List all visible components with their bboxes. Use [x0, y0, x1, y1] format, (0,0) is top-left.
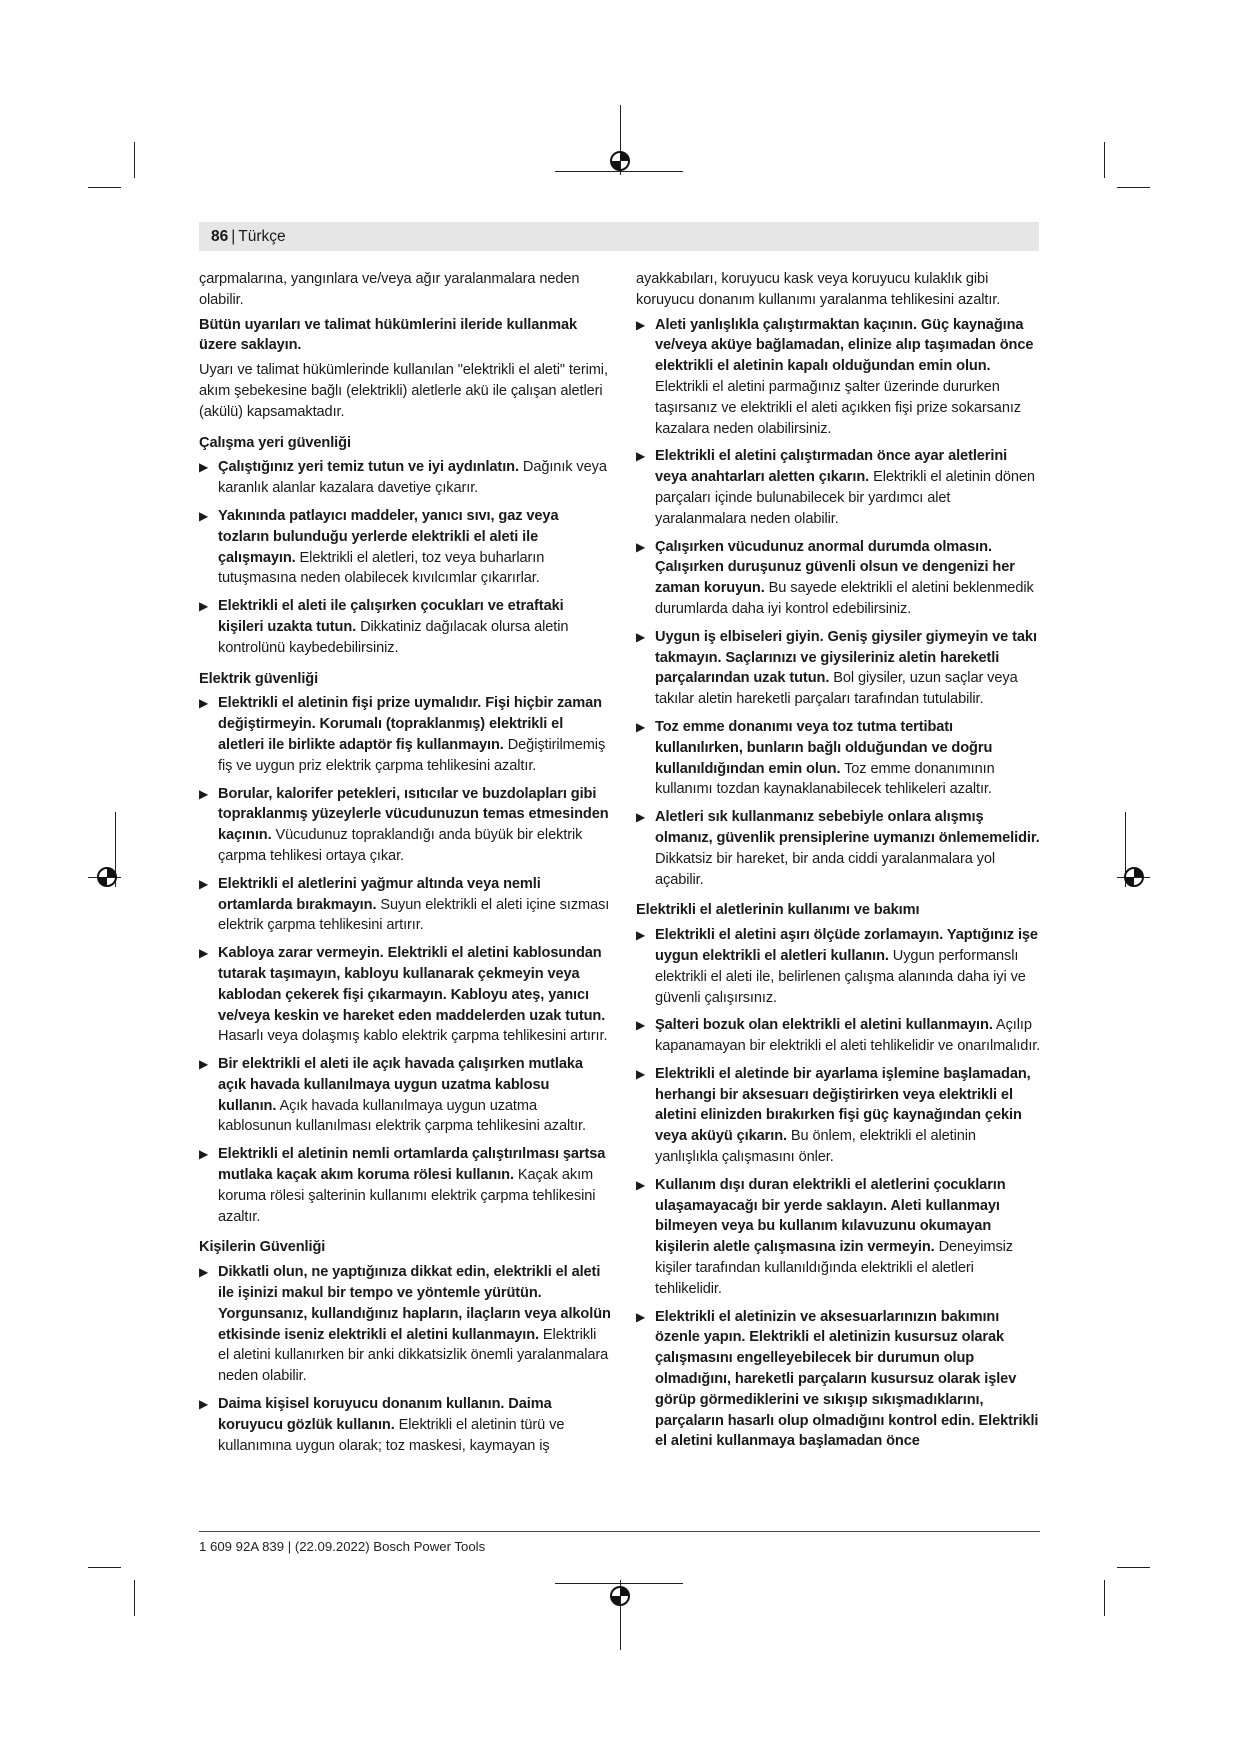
- bullet-arrow-icon: ▶: [199, 508, 209, 523]
- list-item-text: Deneyimsiz kişiler tarafından kullanıldığında elektrikli el aletleri tehlikelidir.: [655, 1239, 1013, 1297]
- bullet-arrow-icon: ▶: [636, 1309, 646, 1324]
- bullet-arrow-icon: ▶: [636, 928, 646, 943]
- list-item: [636, 315, 1042, 440]
- list-item: [636, 717, 1042, 800]
- paragraph: çarpmalarına, yangınlara ve/veya ağır yaralanmalara neden olabilir.: [199, 271, 580, 308]
- list-item-text: Açık havada kullanılmaya uygun uzatma kablosunun kullanılması elektrik çarpma tehlikesini azaltır.: [218, 1097, 586, 1135]
- list-item: [636, 925, 1042, 1008]
- page-footer: 1 609 92A 839 | (22.09.2022) Bosch Power Tools: [199, 1539, 486, 1554]
- bullet-arrow-icon: ▶: [636, 1018, 646, 1033]
- list-item-emphasis: Elektrikli el aletinin nemli ortamlarda çalıştırılması şartsa mutlaka kaçak akım koruma rölesi kullanın.: [218, 1146, 606, 1184]
- section-heading: Çalışma yeri güvenliği: [199, 434, 351, 451]
- list-item-emphasis: Elektrikli el aletinizin ve aksesuarlarınızın bakımını özenle yapın. Elektrikli el aletinizin kusursuz olarak çalışmasını engelleyebilecek bir durumun olup olmadığını, hareketli parçaların kusursuz olarak işlev görüp görmediklerini ve sıkışıp sıkışmadıklarını, parçaların hasarlı olup olmadığını kontrol edin. Elektrikli el aletini kullanmaya başlamadan önce: [655, 1308, 1039, 1450]
- bullet-arrow-icon: ▶: [636, 1177, 646, 1192]
- list-item-emphasis: Elektrikli el aletini çalıştırmadan önce ayar aletlerini veya anahtarları aletten çıkarın.: [655, 448, 1008, 486]
- crop-mark: [1104, 142, 1105, 178]
- bullet-arrow-icon: ▶: [199, 1265, 209, 1280]
- list-item-emphasis: Elektrikli el aletlerini yağmur altında veya nemli ortamlarda bırakmayın.: [218, 875, 541, 913]
- section-heading: Kişilerin Güvenliği: [199, 1239, 326, 1256]
- list-item-text: Dağınık veya karanlık alanlar kazalara davetiye çıkarır.: [218, 459, 607, 497]
- list-item-emphasis: Aletleri sık kullanmanız sebebiyle onlara alışmış olmanız, güvenlik prensiplerine uymanızı önlememelidir.: [655, 809, 1040, 846]
- list-item: [199, 693, 611, 776]
- crop-mark: [134, 1580, 135, 1616]
- paragraph: Uyarı ve talimat hükümlerinde kullanılan "elektrikli el aleti" terimi, akım şebekesine bağlı (elektrikli) aletlerle akü ile çalışan aletleri (akülü) kapsamaktadır.: [199, 362, 608, 420]
- bullet-arrow-icon: ▶: [636, 317, 646, 332]
- list-item-text: Elektrikli el aletini parmağınız şalter üzerinde dururken taşırsanız ve elektrikli el aleti açıkken fişi prize sokarsanız kazalara neden olabilirsiniz.: [655, 378, 1021, 437]
- list-item-text: Kaçak akım koruma rölesi şalterinin kullanımı elektrik çarpma tehlikesini azaltır.: [218, 1167, 596, 1225]
- list-item: [636, 807, 1042, 890]
- list-item-text: Toz emme donanımının kullanımı tozdan kaynaklanabilecek tehlikeleri azaltır.: [655, 760, 995, 798]
- crop-mark: [134, 142, 135, 178]
- bullet-arrow-icon: ▶: [199, 946, 209, 961]
- list-item-emphasis: Toz emme donanımı veya toz tutma tertibatı kullanılırken, bunların bağlı olduğundan ve doğru kullanıldığından emin olun.: [655, 718, 993, 777]
- list-item-emphasis: Uygun iş elbiseleri giyin. Geniş giysiler giymeyin ve takı takmayın. Saçlarınızı ve giysileriniz aletin hareketli parçalarından uzak tutun.: [655, 628, 1037, 687]
- bullet-arrow-icon: ▶: [636, 719, 646, 734]
- list-item: [636, 537, 1042, 620]
- list-item-text: Suyun elektrikli el aleti içine sızması elektrik çarpma tehlikesini artırır.: [218, 896, 610, 934]
- list-item-emphasis: Kullanım dışı duran elektrikli el aletlerini çocukların ulaşamayacağı bir yerde saklayın. Aleti kullanmayı bilmeyen veya bu kullanım kılavuzunu okumayan kişilerin aletle çalışmasına izin vermeyin.: [655, 1176, 1006, 1256]
- bullet-arrow-icon: ▶: [199, 599, 209, 614]
- bullet-arrow-icon: ▶: [199, 696, 209, 711]
- list-item: [199, 1144, 611, 1227]
- list-item-emphasis: Kabloya zarar vermeyin. Elektrikli el aletini kablosundan tutarak taşımayın, kabloyu kullanarak çekmeyin veya kablodan çekerek fişi çıkarmayın. Kabloyu ateş, yanıcı ve/veya keskin ve hareket eden maddelerden uzak tutun.: [218, 945, 606, 1024]
- list-item-text: Elektrikli el aletleri, toz veya buharların tutuşmasına neden olabilecek kıvılcımlar çıkarırlar.: [218, 549, 545, 587]
- bullet-arrow-icon: ▶: [199, 1147, 209, 1162]
- registration-target-icon: [1119, 862, 1149, 892]
- list-item-emphasis: Elektrikli el aletini aşırı ölçüde zorlamayın. Yaptığınız işe uygun elektrikli el aletleri kullanın.: [655, 927, 1038, 964]
- list-item-emphasis: Çalışırken vücudunuz anormal durumda olmasın. Çalışırken duruşunuz güvenli olsun ve dengenizi her zaman koruyun.: [655, 538, 1015, 597]
- list-item-text: Vücudunuz topraklandığı anda büyük bir elektrik çarpma tehlikesi ortaya çıkar.: [218, 827, 583, 864]
- bullet-arrow-icon: ▶: [636, 1066, 646, 1081]
- crop-mark: [88, 1567, 121, 1568]
- bullet-arrow-icon: ▶: [199, 1057, 209, 1072]
- bullet-arrow-icon: ▶: [199, 786, 209, 801]
- crop-mark: [1117, 187, 1150, 188]
- list-item: [199, 784, 611, 867]
- list-item: [636, 1064, 1042, 1168]
- bullet-arrow-icon: ▶: [199, 1397, 209, 1412]
- list-item: [636, 446, 1042, 529]
- list-item-emphasis: Şalteri bozuk olan elektrikli el aletini kullanmayın.: [655, 1017, 993, 1034]
- list-item: [199, 943, 611, 1047]
- list-item-emphasis: Aleti yanlışlıkla çalıştırmaktan kaçının. Güç kaynağına ve/veya aküye bağlamadan, elinize alıp taşımadan önce elektrikli el aletinin kapalı olduğundan emin olun.: [655, 316, 1034, 375]
- list-item: [199, 506, 611, 589]
- list-item: [199, 596, 611, 658]
- crop-mark: [88, 187, 121, 188]
- list-item-text: Elektrikli el aletinin dönen parçaları içinde bulunabilecek bir yardımcı alet yaralanmalara neden olabilir.: [655, 469, 1035, 527]
- bullet-arrow-icon: ▶: [636, 449, 646, 464]
- list-item: [199, 457, 611, 499]
- header-separator: |: [231, 228, 236, 245]
- bullet-arrow-icon: ▶: [199, 460, 209, 475]
- list-item-emphasis: Borular, kalorifer petekleri, ısıtıcılar ve buzdolapları gibi topraklanmış yüzeylerle vücudunuzun temas etmesinden kaçının.: [218, 785, 609, 844]
- section-heading: Elektrik güvenliği: [199, 670, 319, 687]
- crop-mark: [1104, 1580, 1105, 1616]
- list-item-emphasis: Yakınında patlayıcı maddeler, yanıcı sıvı, gaz veya tozların bulunduğu yerlerde elektrikli el aleti ile çalışmayın.: [218, 507, 559, 566]
- left-column: [199, 269, 611, 1463]
- bullet-arrow-icon: ▶: [636, 810, 646, 825]
- list-item: [636, 1307, 1042, 1453]
- list-item-text: Bol giysiler, uzun saçlar veya takılar aletin hareketli parçaları tarafından tutulabilir.: [655, 670, 1018, 708]
- list-item-emphasis: Elektrikli el aleti ile çalışırken çocukları ve etraftaki kişileri uzakta tutun.: [218, 598, 564, 635]
- section-heading: Elektrikli el aletlerinin kullanımı ve bakımı: [636, 902, 920, 919]
- list-item-emphasis: Çalıştığınız yeri temiz tutun ve iyi aydınlatın.: [218, 459, 519, 476]
- list-item: [636, 627, 1042, 710]
- paragraph: ayakkabıları, koruyucu kask veya koruyucu kulaklık gibi koruyucu donanım kullanımı yaralanma tehlikesini azaltır.: [636, 271, 1001, 308]
- bold-paragraph: Bütün uyarıları ve talimat hükümlerini ileride kullanmak üzere saklayın.: [199, 316, 578, 354]
- page-header: [199, 222, 1039, 251]
- list-item: [636, 1175, 1042, 1300]
- list-item-emphasis: Daima kişisel koruyucu donanım kullanın. Daima koruyucu gözlük kullanın.: [218, 1396, 552, 1433]
- list-item-text: Elektrikli el aletini kullanırken bir anki dikkatsizlik önemli yaralanmalara neden olabilir.: [218, 1326, 609, 1385]
- list-item-text: Bu önlem, elektrikli el aletinin yanlışlıkla çalışmasını önler.: [655, 1128, 976, 1166]
- list-item: [199, 874, 611, 936]
- bullet-arrow-icon: ▶: [636, 629, 646, 644]
- bullet-arrow-icon: ▶: [199, 876, 209, 891]
- list-item-emphasis: Elektrikli el aletinde bir ayarlama işlemine başlamadan, herhangi bir aksesuarı değiştirirken veya elektrikli el aletini elinizden bırakırken fişi güç kaynağından çekin veya aküyü çıkarın.: [655, 1065, 1031, 1145]
- footer-divider: [199, 1531, 1040, 1532]
- right-column: [636, 269, 1042, 1459]
- registration-target-icon: [92, 862, 122, 892]
- registration-target-icon: [605, 146, 635, 176]
- list-item: [199, 1394, 611, 1456]
- list-item-emphasis: Elektrikli el aletinin fişi prize uymalıdır. Fişi hiçbir zaman değiştirmeyin. Korumalı (topraklanmış) elektrikli el aletleri ile birlikte adaptör fiş kullanmayın.: [218, 695, 602, 753]
- list-item-text: Açılıp kapanamayan bir elektrikli el aleti tehlikelidir ve onarılmalıdır.: [655, 1017, 1041, 1055]
- list-item-text: Değiştirilmemiş fiş ve uygun priz elektrik çarpma tehlikesini azaltır.: [218, 736, 606, 774]
- page-number: 86: [211, 228, 229, 245]
- crop-mark: [1117, 1567, 1150, 1568]
- list-item-text: Bu sayede elektrikli el aletini beklenmedik durumlarda daha iyi kontrol edebilirsiniz.: [655, 580, 1034, 617]
- list-item-text: Dikkatiniz dağılacak olursa aletin kontrolünü kaybedebilirsiniz.: [218, 618, 569, 656]
- list-item-text: Hasarlı veya dolaşmış kablo elektrik çarpma tehlikesini artırır.: [218, 1028, 608, 1045]
- list-item-emphasis: Dikkatli olun, ne yaptığınıza dikkat edin, elektrikli el aleti ile işinizi makul bir tempo ve yöntemle yürütün. Yorgunsanız, kullandığınız hapların, ilaçların veya alkolün etkisinde iseniz elektrikli el aletini kullanmayın.: [218, 1264, 611, 1343]
- list-item-emphasis: Bir elektrikli el aleti ile açık havada çalışırken mutlaka açık havada kullanılmaya uygun uzatma kablosu kullanın.: [218, 1056, 583, 1114]
- list-item: [636, 1015, 1042, 1057]
- list-item: [199, 1262, 611, 1387]
- registration-target-icon: [605, 1581, 635, 1611]
- list-item-text: Dikkatsiz bir hareket, bir anda ciddi yaralanmalara yol açabilir.: [655, 850, 996, 888]
- list-item-text: Elektrikli el aletinin türü ve kullanımına uygun olarak; toz maskesi, kaymayan iş: [218, 1416, 565, 1454]
- bullet-arrow-icon: ▶: [636, 539, 646, 554]
- list-item-text: Uygun performanslı elektrikli el aleti ile, belirlenen çalışma alanında daha iyi ve güvenli çalışırsınız.: [655, 947, 1026, 1006]
- header-language: Türkçe: [238, 228, 286, 245]
- list-item: [199, 1054, 611, 1137]
